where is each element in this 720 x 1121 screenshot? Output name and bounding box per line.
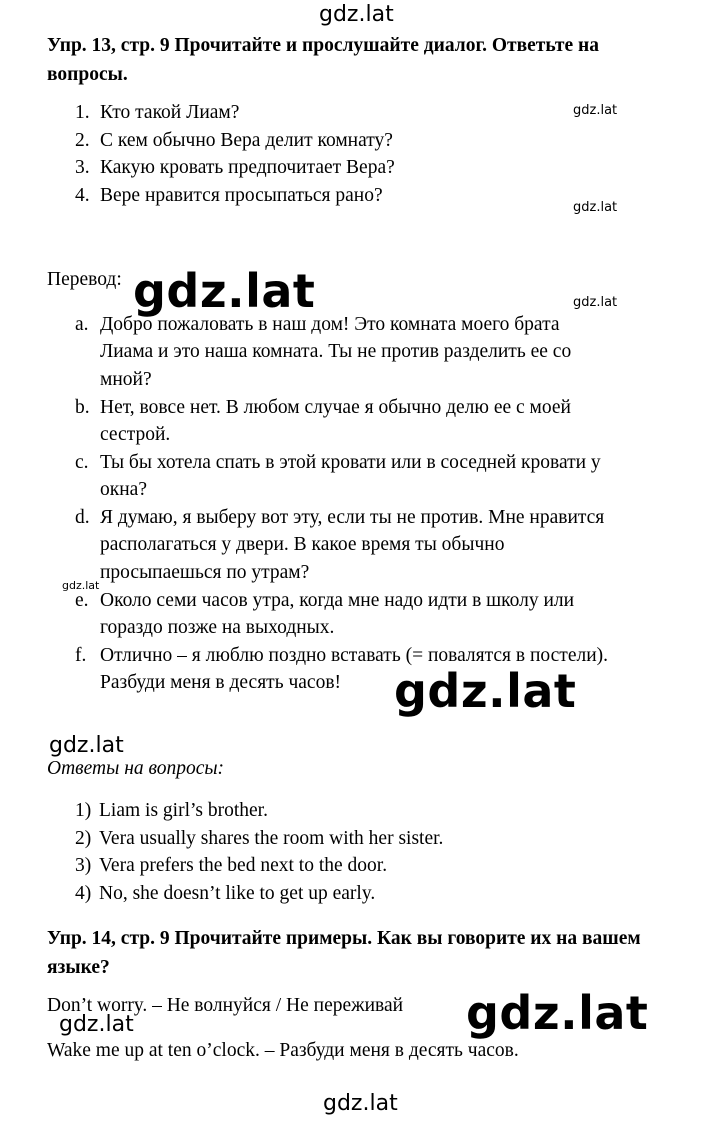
translation-letter: e.	[75, 590, 89, 611]
watermark-top: gdz.lat	[319, 2, 394, 27]
translation-line: Я думаю, я выберу вот эту, если ты не против. Мне нравится	[100, 507, 605, 528]
watermark-large-2: gdz.lat	[394, 664, 577, 718]
question-text: Вере нравится просыпаться рано?	[100, 185, 383, 206]
watermark-large-3: gdz.lat	[466, 986, 649, 1040]
watermark-q4: gdz.lat	[573, 200, 618, 215]
translation-line: Отлично – я люблю поздно вставать (= повалятся в постели).	[100, 645, 609, 666]
translation-line: гораздо позже на выходных.	[100, 617, 335, 638]
question-number: 1.	[75, 102, 90, 123]
translation-line: окна?	[100, 479, 147, 500]
answer-number: 3)	[75, 855, 92, 876]
translation-line: Около семи часов утра, когда мне надо идти в школу или	[100, 590, 575, 611]
translation-letter: b.	[75, 397, 90, 418]
answers-label: Ответы на вопросы:	[47, 758, 225, 779]
watermark-answers: gdz.lat	[49, 733, 124, 758]
translation-line: Лиама и это наша комната. Ты не против разделить ее со	[100, 341, 572, 362]
answer-text: Vera prefers the bed next to the door.	[99, 855, 388, 876]
answer-text: Vera usually shares the room with her sister.	[99, 828, 444, 849]
translation-line: мной?	[100, 369, 152, 390]
question-number: 3.	[75, 157, 90, 178]
answer-number: 2)	[75, 828, 92, 849]
answer-text: Liam is girl’s brother.	[99, 800, 268, 821]
watermark-q1: gdz.lat	[573, 103, 618, 118]
answer-number: 1)	[75, 800, 92, 821]
question-number: 4.	[75, 185, 90, 206]
translation-line: Нет, вовсе нет. В любом случае я обычно делю ее с моей	[100, 397, 571, 418]
translation-line: сестрой.	[100, 424, 171, 445]
translation-label: Перевод:	[47, 269, 122, 290]
translation-letter: c.	[75, 452, 89, 473]
translation-line: просыпаешься по утрам?	[100, 562, 310, 583]
question-text: Какую кровать предпочитает Вера?	[100, 157, 395, 178]
watermark-bottom: gdz.lat	[323, 1091, 398, 1116]
example-line: Wake me up at ten o’clock. – Разбуди меня в десять часов.	[47, 1040, 519, 1061]
watermark-large-1: gdz.lat	[133, 264, 316, 318]
example-line: Don’t worry. – Не волнуйся / Не переживай	[47, 995, 404, 1016]
answer-text: No, she doesn’t like to get up early.	[99, 883, 376, 904]
question-text: С кем обычно Вера делит комнату?	[100, 130, 393, 151]
exercise-14-heading: Упр. 14, стр. 9 Прочитайте примеры. Как вы говорите их на вашем языке?	[47, 928, 641, 978]
watermark-examples: gdz.lat	[59, 1012, 134, 1037]
question-number: 2.	[75, 130, 90, 151]
question-text: Кто такой Лиам?	[100, 102, 240, 123]
translation-line: Добро пожаловать в наш дом! Это комната моего брата	[100, 314, 560, 335]
translation-line: Разбуди меня в десять часов!	[100, 672, 342, 693]
answer-number: 4)	[75, 883, 92, 904]
watermark-translation: gdz.lat	[573, 295, 618, 310]
translation-letter: f.	[75, 645, 87, 666]
translation-line: располагаться у двери. В какое время ты обычно	[100, 534, 505, 555]
translation-line: Ты бы хотела спать в этой кровати или в соседней кровати у	[100, 452, 601, 473]
translation-letter: d.	[75, 507, 90, 528]
translation-letter: a.	[75, 314, 89, 335]
watermark-tiny: gdz.lat	[62, 579, 100, 592]
exercise-13-heading: Упр. 13, стр. 9 Прочитайте и прослушайте диалог. Ответьте на вопросы.	[47, 35, 600, 85]
